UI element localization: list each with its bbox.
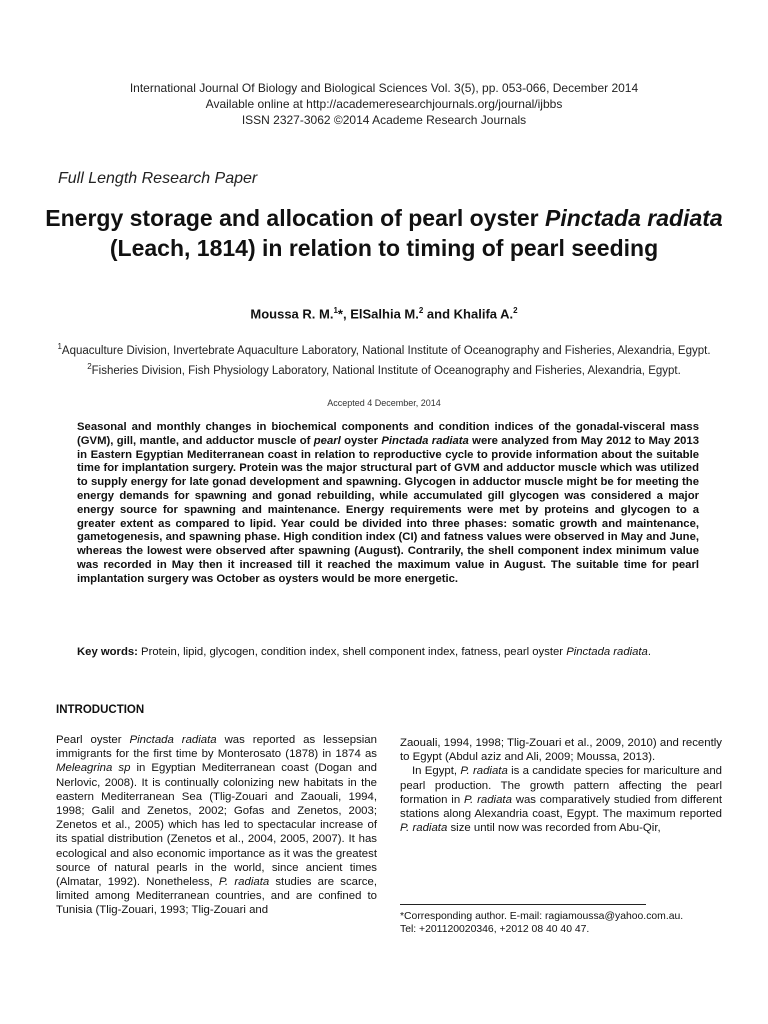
affiliation-2 [50,360,718,378]
intro-right-text-3: was comparatively studied from different stations along Alexandria coast, Egypt. The maximum reported [400,793,722,821]
intro-left-text-4: studies are scarce, limited among Mediterranean countries, and are confined to Tunisia (Tlig-Zouari, 1993; Tlig-Zouari and [56,876,377,917]
intro-left-species-2: Meleagrina sp [56,762,131,775]
journal-url: Available online at http://academeresearchjournals.org/journal/ijbbs [205,97,563,111]
paper-type: Full Length Research Paper [58,170,258,187]
introduction-right-column [400,736,722,835]
affiliation-2-text: Fisheries Division, Fish Physiology Laboratory, National Institute of Oceanography and Fisheries, Alexandria, Egypt. [91,364,681,377]
author-1: Moussa R. M. [250,306,334,322]
intro-right-species-3: P. radiata [400,822,448,835]
intro-left-text-3: in Egyptian Mediterranean coast (Dogan and Nerlovic, 2008). It is continually colonizing new habitats in the eastern Mediterranean Sea (Tlig-Zouari and Zaouali, 1994, 1998; Galil and Zenetos, 2002; Gofas and Zenetos, 2003; Zenetos et al., 2005) which has led to spectacular increase of its spatial distribution (Zenetos et al., 2004, 2005, 2007). It has ecological and also economic importance as it was the greatest source of natural pearls in the world, since ancient times (Almatar, 1992). Nonetheless, [56,762,377,889]
keywords-species: Pinctada radiata [566,646,648,658]
intro-left-species-3: P. radiata [218,876,270,889]
author-2: ElSalhia M. [350,306,419,322]
corresponding-author-footnote [400,910,730,936]
intro-paragraph-2 [400,764,722,835]
abstract-pearl: pearl [313,434,341,447]
title-part-2: (Leach, 1814) in relation to timing of pearl seeding [109,235,659,261]
journal-header [0,80,768,128]
intro-left-species-1: Pinctada radiata [129,734,217,746]
intro-paragraph-continued: Zaouali, 1994, 1998; Tlig-Zouari et al., 2009, 2010) and recently to Egypt (Abdul aziz and Ali, 2009; Moussa, 2013). [400,737,722,764]
footnote-phone: Tel: +201120020346, +2012 08 40 40 47. [400,924,590,935]
abstract-text-2: oyster [340,434,382,447]
intro-right-species-1: P. radiata [460,765,508,778]
author-1-affil: 1 [333,306,338,315]
intro-right-text-2: is a candidate species for mariculture and pearl production. The growth pattern affecting the pearl formation in [400,765,722,806]
intro-right-text-1: In Egypt, [412,765,461,778]
affiliation-1-number: 1 [57,342,62,351]
abstract-text-3: were analyzed from May 2012 to May 2013 in Eastern Egyptian Mediterranean coast in relation to reproductive cycle to provide information about the suitable time for implantation surgery. Protein was the major structural part of GVM and adductor muscle which was utilized to supply energy for late gonad development and spawning. Glycogen in adductor muscle might be for meeting the energy demands for spawning and gonad rebuilding, while accumulated gill glycogen was considered a major energy source for spawning and maintenance. Energy requirements were met by proteins and glycogen to a greater extent as compared to lipid. Year could be divided into three phases: somatic growth and maintenance, gametogenesis, and spawning phase. High condition index (CI) and fatness values were observed in May and June, whereas the lowest were observed after spawning (August). Contrarily, the shell component index minimum value was recorded in May then it increased till it reached the maximum value in August. The suitable time for pearl implantation surgery was October as oysters would be more energetic. [77,434,699,585]
affiliation-1 [50,340,718,358]
abstract-text-1: Seasonal and monthly changes in biochemical components and condition indices of the gonadal-visceral mass (GVM), gill, mantle, and adductor muscle of [77,421,699,447]
affiliation-1-text: Aquaculture Division, Invertebrate Aquaculture Laboratory, National Institute of Oceanography and Fisheries, Alexandria, Egypt. [61,344,711,357]
keywords [77,645,699,659]
affiliation-2-number: 2 [87,361,92,371]
footnote-divider [400,904,646,905]
intro-left-text-1: Pearl oyster [56,734,130,746]
intro-right-species-2: P. radiata [463,793,512,806]
abstract-species: Pinctada radiata [381,434,469,447]
author-list [0,306,768,321]
footnote-email: *Corresponding author. E-mail: ragiamoussa@yahoo.com.au. [400,911,684,922]
journal-issn: ISSN 2327-3062 ©2014 Academe Research Journals [241,113,527,127]
author-3: Khalifa A. [453,306,514,322]
title-part-1: Energy storage and allocation of pearl oyster [45,205,546,231]
intro-left-text-2: was reported as lessepsian immigrants for the first time by Monterosato (1878) in 1874 as [56,734,377,761]
title-species: Pinctada radiata [545,205,723,231]
introduction-left-column [56,733,377,918]
author-1-mark: *, [337,306,351,322]
keywords-text: Protein, lipid, glycogen, condition index, shell component index, fatness, pearl oyster [137,646,567,658]
author-separator: and [423,306,454,322]
abstract [77,421,699,587]
journal-citation: International Journal Of Biology and Biological Sciences Vol. 3(5), pp. 053-066, December 2014 [129,81,639,95]
author-2-affil: 2 [418,306,424,315]
keywords-label: Key words: [77,646,138,658]
accepted-date: Accepted 4 December, 2014 [327,398,441,408]
affiliations [50,340,718,380]
intro-paragraph-1 [56,733,377,918]
intro-right-text-4: size until now was recorded from Abu-Qir, [447,822,661,835]
author-3-affil: 2 [513,306,518,315]
paper-title [40,203,728,263]
keywords-end: . [647,646,651,658]
introduction-heading: INTRODUCTION [56,704,145,716]
